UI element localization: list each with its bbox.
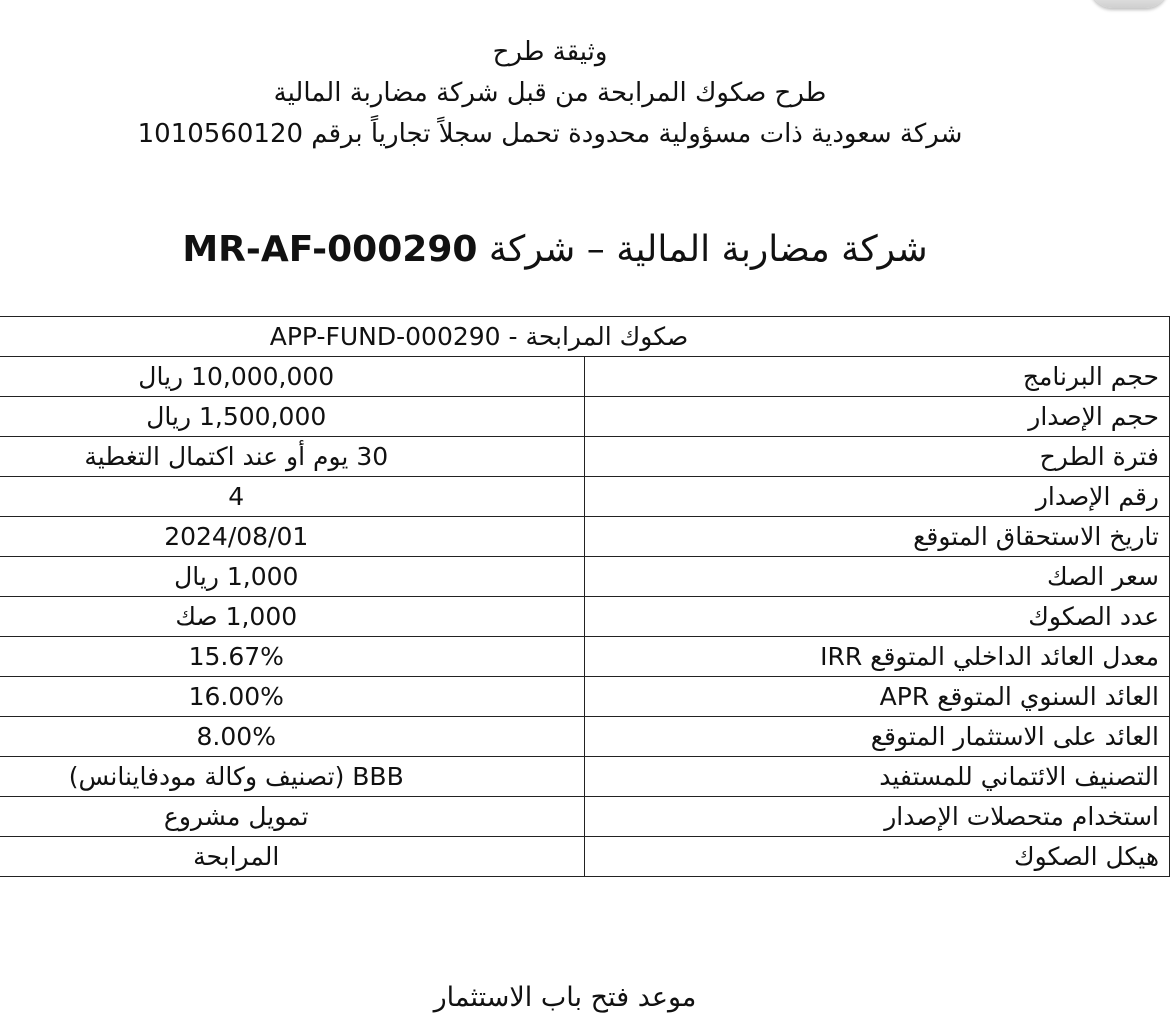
row-value: 1,000 صك <box>0 597 584 637</box>
table-row <box>0 637 1170 677</box>
table-row <box>0 797 1170 837</box>
table-row <box>0 757 1170 797</box>
row-value: 8.00% <box>0 717 584 757</box>
row-label: معدل العائد الداخلي المتوقع IRR <box>584 637 1170 677</box>
table-row <box>0 477 1170 517</box>
row-label: تاريخ الاستحقاق المتوقع <box>584 517 1170 557</box>
row-value: 2024/08/01 <box>0 517 584 557</box>
offering-line: طرح صكوك المرابحة من قبل شركة مضاربة المالية <box>273 78 827 108</box>
corner-tab <box>1090 0 1168 8</box>
company-code: MR-AF-000290 <box>182 229 478 270</box>
row-label: استخدام متحصلات الإصدار <box>584 797 1170 837</box>
row-value: 1,000 ريال <box>0 557 584 597</box>
document-header <box>0 32 1100 155</box>
row-label: حجم البرنامج <box>584 357 1170 397</box>
table-row <box>0 397 1170 437</box>
row-value: BBB (تصنيف وكالة مودفاينانس) <box>0 757 584 797</box>
row-value: تمويل مشروع <box>0 797 584 837</box>
row-label: العائد السنوي المتوقع APR <box>584 677 1170 717</box>
row-label: فترة الطرح <box>584 437 1170 477</box>
registration-line: شركة سعودية ذات مسؤولية محدودة تحمل سجلاً تجارياً برقم 1010560120 <box>137 119 963 149</box>
table-row <box>0 437 1170 477</box>
row-value: 4 <box>0 477 584 517</box>
offering-terms-table <box>0 316 1170 877</box>
row-label: هيكل الصكوك <box>584 837 1170 877</box>
row-label: عدد الصكوك <box>584 597 1170 637</box>
row-value: 16.00% <box>0 677 584 717</box>
document-type: وثيقة طرح <box>492 37 608 67</box>
table-row <box>0 357 1170 397</box>
company-title <box>0 224 1110 276</box>
row-value: 30 يوم أو عند اكتمال التغطية <box>0 437 584 477</box>
row-value: 10,000,000 ريال <box>0 357 584 397</box>
row-label: حجم الإصدار <box>584 397 1170 437</box>
row-label: التصنيف الائتماني للمستفيد <box>584 757 1170 797</box>
company-name: شركة مضاربة المالية – شركة <box>488 229 928 270</box>
row-value: 15.67% <box>0 637 584 677</box>
table-row <box>0 837 1170 877</box>
table-title: صكوك المرابحة - APP-FUND-000290 <box>0 317 1170 357</box>
table-row <box>0 677 1170 717</box>
table-row <box>0 717 1170 757</box>
table-row <box>0 557 1170 597</box>
row-value: المرابحة <box>0 837 584 877</box>
row-label: سعر الصك <box>584 557 1170 597</box>
table-title-row <box>0 317 1170 357</box>
table-row <box>0 517 1170 557</box>
row-label: رقم الإصدار <box>584 477 1170 517</box>
investment-opening-heading: موعد فتح باب الاستثمار <box>433 982 697 1013</box>
table-row <box>0 597 1170 637</box>
row-value: 1,500,000 ريال <box>0 397 584 437</box>
row-label: العائد على الاستثمار المتوقع <box>584 717 1170 757</box>
